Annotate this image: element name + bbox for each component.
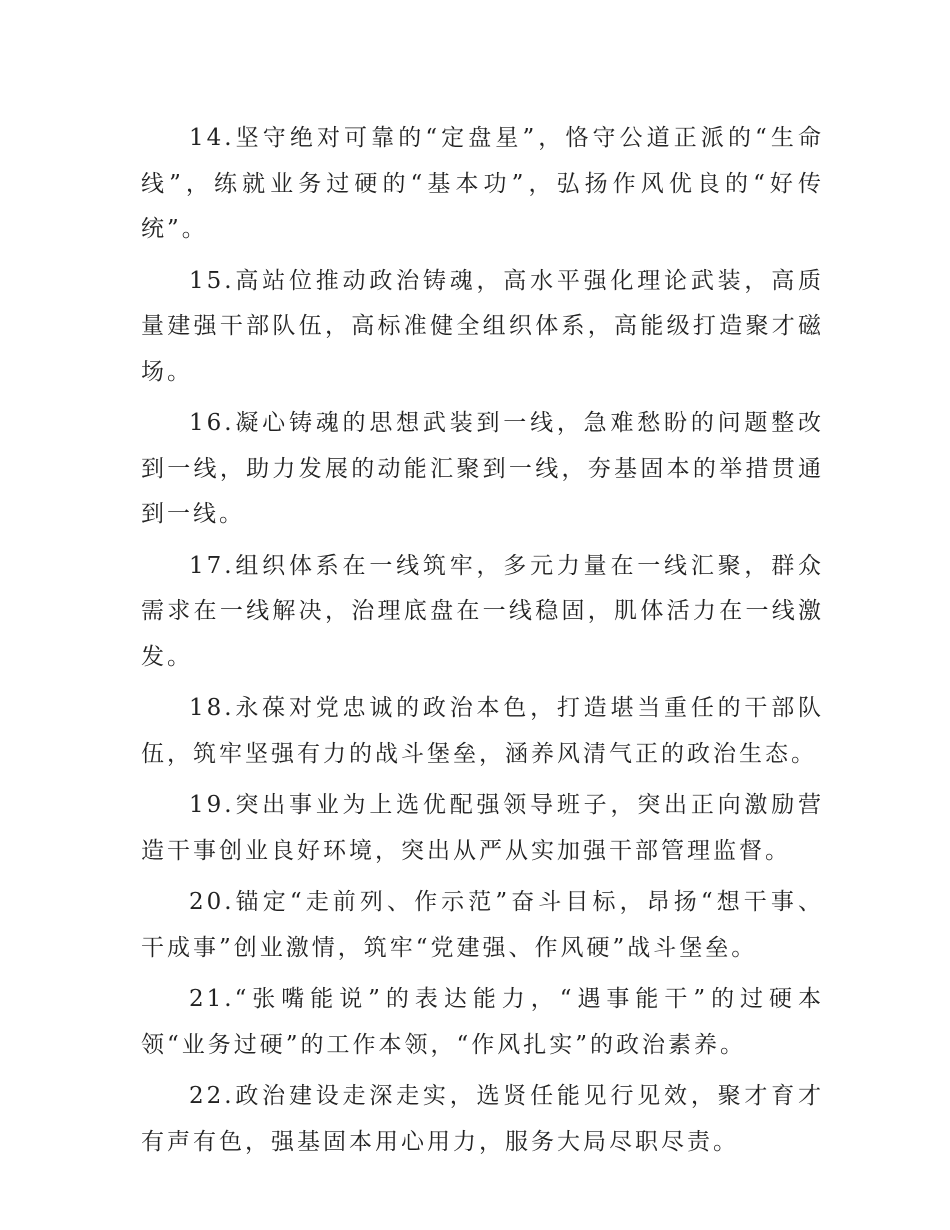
paragraph-17: 17.组织体系在一线筑牢，多元力量在一线汇聚，群众需求在一线解决，治理底盘在一线稳固，肌体活力在一线激发。 bbox=[141, 552, 824, 670]
paragraph-16: 16.凝心铸魂的思想武装到一线，急难愁盼的问题整改到一线，助力发展的动能汇聚到一线，夯基固本的举措贯通到一线。 bbox=[141, 410, 824, 527]
paragraph-20: 20.锚定“走前列、作示范”奋斗目标，昂扬“想干事、干成事”创业激情，筑牢“党建强、作风硬”战斗堡垒。 bbox=[141, 889, 824, 961]
paragraph-19: 19.突出事业为上选优配强领导班子，突出正向激励营造干事创业良好环境，突出从严从实加强干部管理监督。 bbox=[141, 792, 824, 864]
document-body bbox=[141, 116, 824, 1171]
paragraph-15: 15.高站位推动政治铸魂，高水平强化理论武装，高质量建强干部队伍，高标准健全组织体系，高能级打造聚才磁场。 bbox=[141, 267, 824, 385]
paragraph-22: 22.政治建设走深走实，选贤任能见行见效，聚才育才有声有色，强基固本用心用力，服务大局尽职尽责。 bbox=[141, 1083, 824, 1155]
paragraph-21: 21.“张嘴能说”的表达能力，“遇事能干”的过硬本领“业务过硬”的工作本领，“作风扎实”的政治素养。 bbox=[141, 986, 824, 1058]
paragraph-14: 14.坚守绝对可靠的“定盘星”，恪守公道正派的“生命线”，练就业务过硬的“基本功”，弘扬作风优良的“好传统”。 bbox=[141, 125, 824, 242]
paragraph-18: 18.永葆对党忠诚的政治本色，打造堪当重任的干部队伍，筑牢坚强有力的战斗堡垒，涵养风清气正的政治生态。 bbox=[141, 695, 824, 767]
